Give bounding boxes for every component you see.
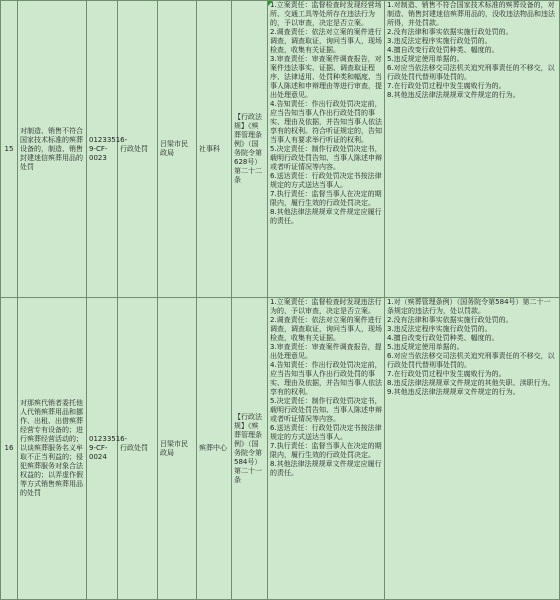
penalty-text: 1.对制造、销售不符合国家技术标准的殡葬设备的，对制造、销售封建迷信殡葬用品的，没收违法物品和违法所得，并处罚款。 2.没有法律和事实依据实施行政处罚的。 3.违反法定程序实施行政处罚的。 4.擅自改变行政处罚种类、幅度的。 5.违反规定使用单据的。 6.对应当依法移交司法机关追究刑事责任的不移交，以行政处罚代替刑事处罚的。 7.在行政处罚过程中发生腐败行为的。 8.其他违反法律法规规章文件规定的行为。 (387, 1, 555, 99)
row-number: 16 (1, 298, 18, 600)
office: 殡葬中心 (197, 298, 232, 600)
item-type: 行政处罚 (118, 1, 158, 298)
duties-cell (268, 1, 385, 298)
penalty-text: 1.对（殡葬管理条例）（国务院令第584号）第二十一条规定的违法行为，处以罚款。 2.没有法律和事实依据实施行政处罚的。 3.违反法定程序实施行政处罚的。 4.擅自改变行政处罚种类、幅度的。 5.违反规定使用单据的。 6.对应当依法移交司法机关追究刑事责任的不移交，以行政处罚代替刑事处罚的。 7.在行政处罚过程中发生腐败行为的。 8.违反法律法规规章文件规定的其他失职、渎职行为。 9.其他违反法律法规规章文件规定的行为。 (387, 298, 555, 396)
duties-text: 1.立案责任：监督检查时发现违法行为的，予以审查，决定是否立案。 2.调查责任：依法对立案的案件进行调查，调查取证，询问当事人，现场检查，收集有关证据。 3.审查责任：审查案件调查报告，提出处理意见。 4.告知责任：作出行政处罚决定前，应当告知当事人作出行政处罚的事实、理由及依据，并告知当事人依法享有的权利。 5.决定责任：制作行政处罚决定书，载明行政处罚告知、当事人陈述申辩或者听证情况等内容。 6.送达责任：行政处罚决定书按法律规定的方式送达当事人。 7.执行责任：监督当事人在决定的期限内，履行生效的行政处罚决定。 8.其他法律法规规章文件规定应履行的责任。 (270, 298, 382, 477)
penalty-cell (385, 298, 560, 600)
legal-basis: 【行政法规】《殡葬管理条例》（国务院令第628号）第二十二条 (232, 1, 268, 298)
item-code: 01233516-9-CF-0023 (87, 1, 118, 298)
penalty-cell (385, 1, 560, 298)
department: 吕梁市民政局 (158, 1, 197, 298)
item-name: 对那殡代销者委托他人代销殡葬用品和挪作、出租、出借殡葬经营专有设备的；进行殡葬经营活动的；以谈殡葬服务名义牟取不正当利益的；侵犯殡葬服务对象合法权益的；以弄虚作假等方式销售殡葬用品的处罚 (18, 298, 87, 600)
table-row (1, 298, 560, 600)
comment-marker-icon (268, 1, 273, 6)
duties-cell (268, 298, 385, 600)
table-row (1, 1, 560, 298)
duties-text: 1.立案责任：监督检查时发现经营场所、交通工具等处所存在违法行为的，予以审查，决定是否立案。 2.调查责任：依法对立案的案件进行调查，调查取证，询问当事人，现场检查，收集有关证据。 3.审查责任：审查案件调查报告，对案件违法事实、证据、调查取证程序、法律适用、处罚种类和幅度、当事人陈述和申辩理由等进行审查，提出处理意见。 4.告知责任：作出行政处罚决定前，应当告知当事人作出行政处罚的事实、理由及依据，并告知当事人依法享有的权利。符合听证规定的，告知当事人有要求举行听证的权利。 5.决定责任：制作行政处罚决定书，载明行政处罚告知、当事人陈述申辩或者听证情况等内容。 6.送达责任：行政处罚决定书按法律规定的方式送达当事人。 7.执行责任：监督当事人在决定的期限内，履行生效的行政处罚决定。 8.其他法律法规规章文件规定应履行的责任。 (270, 1, 382, 225)
office: 社事科 (197, 1, 232, 298)
item-name: 对制造、销售不符合国家技术标准的殡葬设备的，制造、销售封建迷信殡葬用品的处罚 (18, 1, 87, 298)
row-number: 15 (1, 1, 18, 298)
department: 吕梁市民政局 (158, 298, 197, 600)
item-code: 01233516-9-CF-0024 (87, 298, 118, 600)
legal-basis: 【行政法规】《殡葬管理条例》（国务院令第584号）第二十一条 (232, 298, 268, 600)
item-type: 行政处罚 (118, 298, 158, 600)
